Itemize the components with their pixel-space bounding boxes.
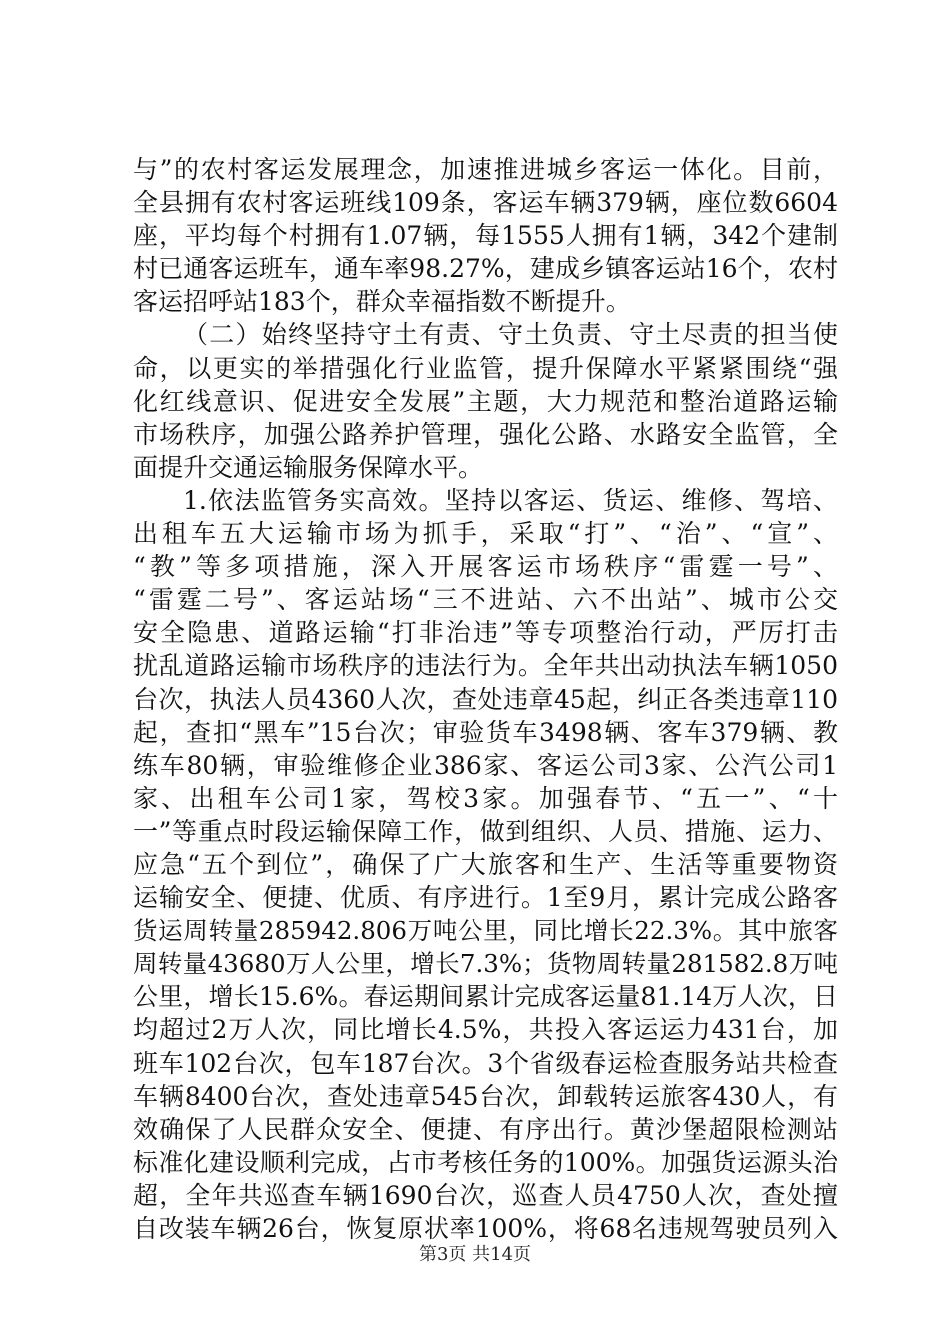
text-line: 超，全年共巡查车辆1690台次，巡查人员4750人次，查处擅 [133, 1180, 838, 1210]
text-line: 公里，增长15.6%。春运期间累计完成客运量81.14万人次，日 [133, 982, 838, 1012]
text-line: 应急“五个到位”，确保了广大旅客和生产、生活等重要物资 [133, 849, 838, 879]
text-line: 起，查扣“黑车”15台次；审验货车3498辆、客车379辆、教 [133, 717, 838, 747]
text-line: 安全隐患、道路运输“打非治违”等专项整治行动，严厉打击 [133, 618, 838, 648]
text-line: 运输安全、便捷、优质、有序进行。1至9月，累计完成公路客 [133, 883, 838, 913]
text-line: 化红线意识、促进安全发展”主题，大力规范和整治道路运输 [133, 386, 838, 416]
text-line: 周转量43680万人公里，增长7.3%；货物周转量281582.8万吨 [133, 949, 838, 979]
text-line: 家、出租车公司1家，驾校3家。加强春节、“五一”、“十 [133, 783, 838, 813]
text-line: 客运招呼站183个，群众幸福指数不断提升。 [133, 287, 631, 317]
text-line: “教”等多项措施，深入开展客运市场秩序“雷霆一号”、 [133, 552, 838, 582]
text-line: 全县拥有农村客运班线109条，客运车辆379辆，座位数6604 [133, 188, 838, 218]
text-line: 车辆8400台次，查处违章545台次，卸载转运旅客430人，有 [133, 1081, 838, 1111]
page-footer: 第3页 共14页 [418, 1244, 532, 1265]
text-line: 面提升交通运输服务保障水平。 [133, 452, 484, 482]
paragraph-start-line: （二）始终坚持守土有责、守土负责、守土尽责的担当使 [183, 320, 838, 350]
text-line: 练车80辆，审验维修企业386家、客运公司3家、公汽公司1 [133, 750, 838, 780]
text-line: 扰乱道路运输市场秩序的违法行为。全年共出动执法车辆1050 [133, 651, 838, 681]
text-line: 一”等重点时段运输保障工作，做到组织、人员、措施、运力、 [133, 816, 838, 846]
text-line: 均超过2万人次，同比增长4.5%，共投入客运运力431台，加 [133, 1015, 838, 1045]
text-line: 效确保了人民群众安全、便捷、有序出行。黄沙堡超限检测站 [133, 1114, 838, 1144]
text-line: 标准化建设顺利完成，占市考核任务的100%。加强货运源头治 [133, 1147, 838, 1177]
text-line: 村已通客运班车，通车率98.27%，建成乡镇客运站16个，农村 [133, 254, 838, 284]
text-line: 台次，执法人员4360人次，查处违章45起，纠正各类违章110 [133, 684, 838, 714]
document-body [133, 153, 838, 1245]
text-line: 座，平均每个村拥有1.07辆，每1555人拥有1辆，342个建制 [133, 221, 838, 251]
text-line: “雷霆二号”、客运站场“三不进站、六不出站”、城市公交 [133, 585, 838, 615]
text-line: 班车102台次，包车187台次。3个省级春运检查服务站共检查 [133, 1048, 838, 1078]
text-line: 命，以更实的举措强化行业监管，提升保障水平紧紧围绕“强 [133, 353, 838, 383]
paragraph-start-line: 1.依法监管务实高效。坚持以客运、货运、维修、驾培、 [183, 485, 838, 515]
text-line: 出租车五大运输市场为抓手，采取“打”、“治”、“宣”、 [133, 519, 838, 549]
text-line: 自改装车辆26台，恢复原状率100%，将68名违规驾驶员列入 [133, 1214, 838, 1243]
text-line: 与”的农村客运发展理念，加速推进城乡客运一体化。目前， [133, 155, 838, 184]
text-line: 货运周转量285942.806万吨公里，同比增长22.3%。其中旅客 [133, 916, 838, 946]
text-line: 市场秩序，加强公路养护管理，强化公路、水路安全监管，全 [133, 419, 838, 449]
